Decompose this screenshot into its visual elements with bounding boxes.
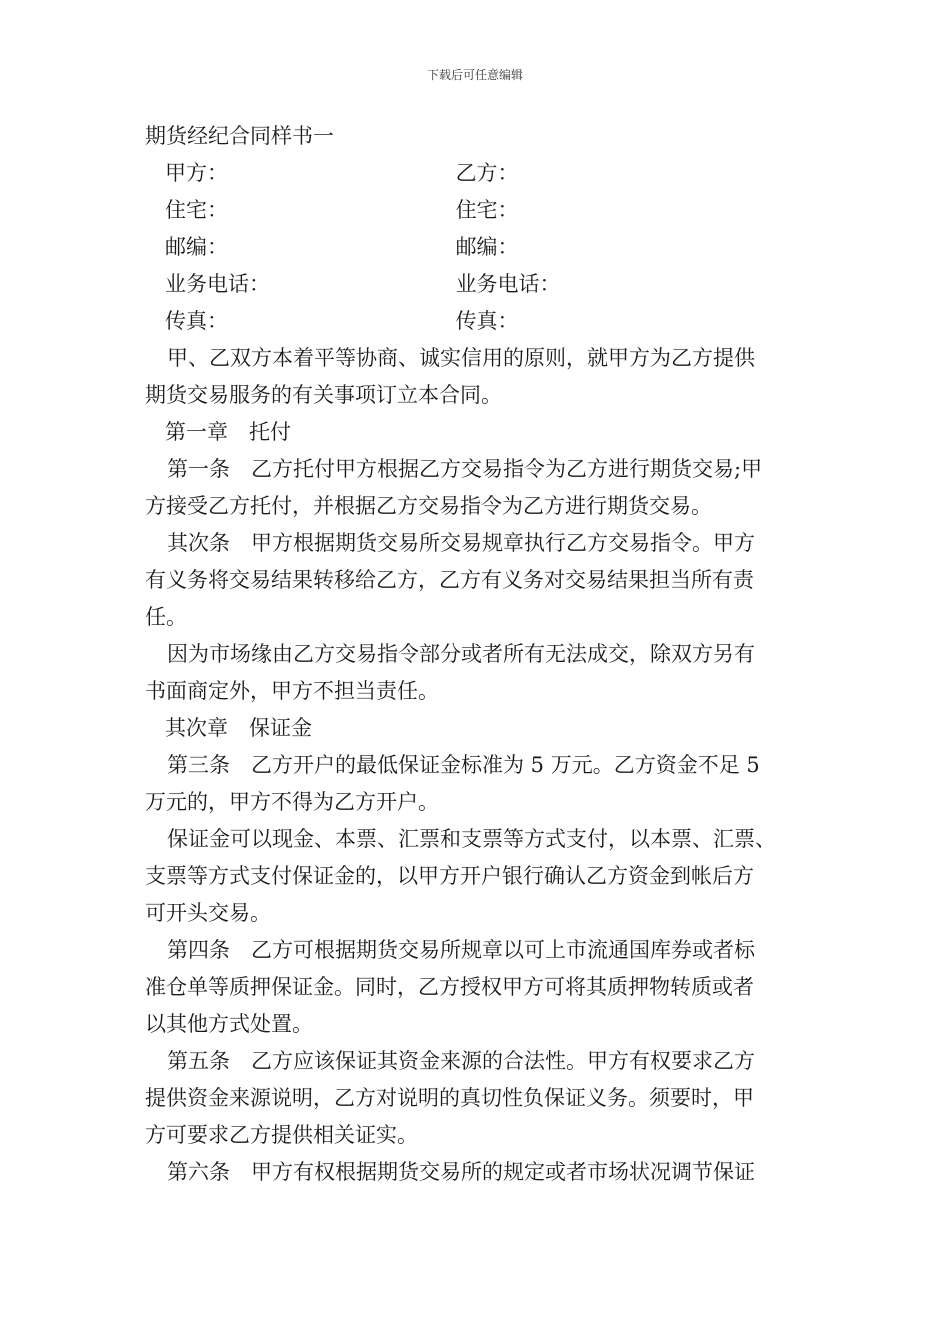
party-b-address: 住宅： — [455, 198, 519, 222]
article-line: 方接受乙方托付，并根据乙方交易指令为乙方进行期货交易。 — [145, 494, 712, 518]
header-note: 下载后可任意编辑 — [426, 68, 523, 82]
paragraph-line: 支票等方式支付保证金的，以甲方开户银行确认乙方资金到帐后方 — [145, 864, 754, 888]
article-line: 第四条 乙方可根据期货交易所规章以可上市流通国库券或者标 — [167, 938, 755, 962]
article-line: 提供资金来源说明，乙方对说明的真切性负保证义务。须要时，甲 — [145, 1086, 754, 1110]
party-row — [145, 192, 835, 229]
article-line: 第三条 乙方开户的最低保证金标准为 5 万元。乙方资金不足 5 — [167, 753, 760, 777]
chapter-heading: 第一章 托付 — [165, 420, 291, 444]
paragraph-line: 因为市场缘由乙方交易指令部分或者所有无法成交，除双方另有 — [167, 642, 755, 666]
party-row — [145, 303, 835, 340]
article-line: 方可要求乙方提供相关证实。 — [145, 1123, 418, 1147]
party-row — [145, 266, 835, 303]
party-b-postcode: 邮编： — [455, 235, 519, 259]
article-line: 准仓单等质押保证金。同时，乙方授权甲方可将其质押物转质或者 — [145, 975, 754, 999]
article-line: 万元的，甲方不得为乙方开户。 — [145, 790, 439, 814]
paragraph-line: 甲、乙双方本着平等协商、诚实信用的原则，就甲方为乙方提供 — [167, 346, 755, 370]
article-line: 第六条 甲方有权根据期货交易所的规定或者市场状况调节保证 — [167, 1160, 755, 1184]
party-a-phone: 业务电话： — [165, 272, 270, 296]
paragraph-line: 可开头交易。 — [145, 901, 271, 925]
paragraph-line: 保证金可以现金、本票、汇票和支票等方式支付，以本票、汇票、 — [167, 827, 776, 851]
party-row — [145, 155, 835, 192]
chapter-heading: 其次章 保证金 — [165, 716, 312, 740]
party-b-phone: 业务电话： — [455, 272, 561, 296]
article-line: 第五条 乙方应该保证其资金来源的合法性。甲方有权要求乙方 — [167, 1049, 755, 1073]
paragraph-line: 期货交易服务的有关事项订立本合同。 — [145, 383, 502, 407]
party-b-fax: 传真： — [455, 309, 519, 333]
paragraph-line: 书面商定外，甲方不担当责任。 — [145, 679, 439, 703]
party-a-label: 甲方： — [165, 161, 228, 185]
party-a-postcode: 邮编： — [165, 235, 228, 259]
article-line: 以其他方式处置。 — [145, 1012, 313, 1036]
article-line: 第一条 乙方托付甲方根据乙方交易指令为乙方进行期货交易;甲 — [167, 457, 763, 481]
party-b-label: 乙方： — [455, 161, 519, 185]
contract-body — [145, 118, 835, 1191]
article-line: 有义务将交易结果转移给乙方，乙方有义务对交易结果担当所有责 — [145, 568, 754, 592]
article-line: 任。 — [145, 605, 187, 629]
party-a-fax: 传真： — [165, 309, 228, 333]
document-title: 期货经纪合同样书一 — [145, 124, 334, 148]
article-line: 其次条 甲方根据期货交易所交易规章执行乙方交易指令。甲方 — [167, 531, 755, 555]
party-a-address: 住宅： — [165, 198, 228, 222]
party-row — [145, 229, 835, 266]
